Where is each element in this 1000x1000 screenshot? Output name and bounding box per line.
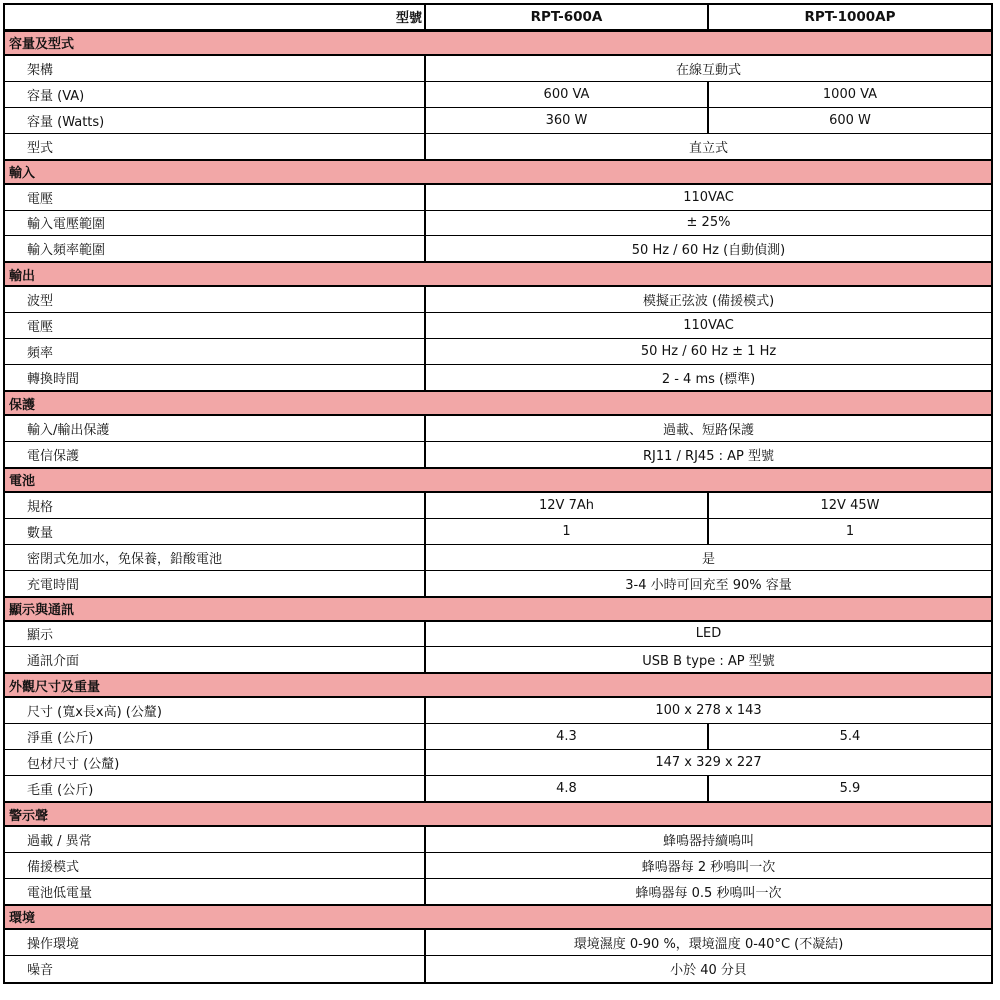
- section-title: 警示聲: [9, 808, 49, 824]
- spec-label: 輸入電壓範圍: [5, 211, 426, 236]
- section-title: 輸出: [9, 268, 36, 284]
- spec-row: [5, 108, 991, 134]
- spec-value-shared: 147 x 329 x 227: [655, 755, 762, 771]
- spec-row: [5, 853, 991, 879]
- spec-row: [5, 956, 991, 982]
- spec-row: [5, 236, 991, 262]
- spec-row: [5, 493, 991, 519]
- section-header: [5, 904, 991, 930]
- section-title: 保護: [9, 397, 36, 413]
- spec-value-shared: 110VAC: [683, 318, 734, 334]
- spec-row: [5, 545, 991, 571]
- spec-label: 波型: [5, 287, 426, 312]
- spec-label: 容量 (Watts): [5, 108, 426, 133]
- spec-value-shared: RJ11 / RJ45 : AP 型號: [643, 448, 774, 464]
- section-header: [5, 801, 991, 827]
- spec-row: [5, 287, 991, 313]
- spec-value-shared: USB B type : AP 型號: [642, 654, 775, 670]
- spec-value-shared: 直立式: [688, 140, 728, 156]
- spec-row: [5, 134, 991, 160]
- section-header: [5, 467, 991, 493]
- section-title: 顯示與通訊: [9, 603, 75, 619]
- spec-row: [5, 185, 991, 211]
- section-header: [5, 30, 991, 56]
- spec-value-shared: 蜂鳴器每 2 秒鳴叫一次: [641, 859, 776, 875]
- spec-label: 規格: [5, 493, 426, 518]
- section-title: 電池: [9, 474, 36, 490]
- spec-label: 型式: [5, 134, 426, 159]
- spec-value-shared: 是: [701, 551, 715, 567]
- spec-value-shared: 模擬正弦波 (備援模式): [642, 294, 775, 310]
- spec-label: 電信保護: [5, 442, 426, 467]
- spec-table: [3, 3, 993, 984]
- spec-value-rpt-600a: 12V 7Ah: [426, 493, 709, 518]
- spec-value-shared: 蜂鳴器每 0.5 秒鳴叫一次: [635, 885, 782, 901]
- spec-value-shared: 110VAC: [683, 189, 734, 205]
- spec-label: 數量: [5, 519, 426, 544]
- spec-label: 噪音: [5, 956, 426, 982]
- spec-row: [5, 56, 991, 82]
- spec-row: [5, 82, 991, 108]
- spec-label: 容量 (VA): [5, 82, 426, 107]
- spec-value-rpt-1000ap: 1000 VA: [822, 86, 878, 102]
- spec-value-rpt-600a: 1: [426, 519, 709, 544]
- spec-value-shared: 蜂鳴器持續鳴叫: [662, 833, 754, 849]
- spec-label: 充電時間: [5, 571, 426, 596]
- spec-row: [5, 930, 991, 956]
- spec-value-rpt-600a: 360 W: [426, 108, 709, 133]
- spec-value-rpt-1000ap: 1: [845, 523, 855, 539]
- spec-label: 顯示: [5, 622, 426, 647]
- spec-row: [5, 622, 991, 648]
- spec-row: [5, 647, 991, 673]
- model-header-label: 型號: [5, 5, 426, 29]
- spec-row: [5, 879, 991, 905]
- spec-label: 過載 / 異常: [5, 827, 426, 852]
- model-header-rpt-1000ap: RPT-1000AP: [804, 8, 896, 25]
- section-header: [5, 672, 991, 698]
- spec-label: 備援模式: [5, 853, 426, 878]
- spec-value-rpt-600a: 4.3: [426, 724, 709, 749]
- spec-label: 通訊介面: [5, 647, 426, 672]
- section-header: [5, 159, 991, 185]
- spec-value-shared: 在線互動式: [675, 62, 741, 78]
- spec-value-rpt-1000ap: 12V 45W: [820, 497, 880, 513]
- spec-row: [5, 211, 991, 237]
- spec-row: [5, 365, 991, 391]
- header-row: [5, 5, 991, 31]
- section-header: [5, 261, 991, 287]
- model-header-rpt-600a: RPT-600A: [426, 5, 709, 29]
- section-title: 容量及型式: [9, 37, 75, 53]
- spec-label: 包材尺寸 (公釐): [5, 750, 426, 775]
- spec-label: 電池低電量: [5, 879, 426, 904]
- spec-row: [5, 519, 991, 545]
- section-header: [5, 596, 991, 622]
- spec-label: 輸入/輸出保護: [5, 416, 426, 441]
- spec-value-shared: ± 25%: [686, 215, 731, 231]
- spec-value-rpt-1000ap: 600 W: [829, 112, 871, 128]
- section-title: 外觀尺寸及重量: [9, 679, 101, 695]
- spec-value-shared: LED: [695, 626, 722, 642]
- spec-row: [5, 313, 991, 339]
- spec-label: 密閉式免加水，免保養，鉛酸電池: [5, 545, 426, 570]
- spec-label: 頻率: [5, 339, 426, 364]
- spec-label: 電壓: [5, 185, 426, 210]
- spec-row: [5, 416, 991, 442]
- spec-label: 架構: [5, 56, 426, 81]
- spec-label: 淨重 (公斤): [5, 724, 426, 749]
- spec-value-rpt-600a: 4.8: [426, 776, 709, 801]
- spec-label: 輸入頻率範圍: [5, 236, 426, 261]
- spec-row: [5, 698, 991, 724]
- spec-row: [5, 571, 991, 597]
- spec-row: [5, 339, 991, 365]
- spec-value-shared: 100 x 278 x 143: [655, 703, 762, 719]
- spec-value-shared: 50 Hz / 60 Hz (自動偵測): [631, 243, 786, 259]
- spec-label: 毛重 (公斤): [5, 776, 426, 801]
- spec-value-rpt-600a: 600 VA: [426, 82, 709, 107]
- spec-row: [5, 776, 991, 802]
- spec-label: 電壓: [5, 313, 426, 338]
- spec-row: [5, 724, 991, 750]
- section-title: 輸入: [9, 166, 36, 182]
- spec-value-shared: 50 Hz / 60 Hz ± 1 Hz: [640, 344, 777, 360]
- spec-label: 轉換時間: [5, 365, 426, 390]
- spec-label: 操作環境: [5, 930, 426, 955]
- spec-row: [5, 750, 991, 776]
- spec-value-shared: 2 - 4 ms (標準): [661, 372, 756, 388]
- spec-row: [5, 827, 991, 853]
- section-title: 環境: [9, 911, 36, 927]
- spec-value-shared: 環境濕度 0-90 %，環境溫度 0-40°C (不凝結): [573, 936, 844, 952]
- spec-value-shared: 3-4 小時可回充至 90% 容量: [625, 577, 792, 593]
- section-header: [5, 390, 991, 416]
- spec-value-rpt-1000ap: 5.4: [839, 729, 861, 745]
- spec-value-shared: 小於 40 分貝: [670, 963, 747, 979]
- spec-row: [5, 442, 991, 468]
- spec-value-rpt-1000ap: 5.9: [839, 781, 861, 797]
- spec-value-shared: 過載、短路保護: [662, 422, 754, 438]
- spec-label: 尺寸 (寬x長x高) (公釐): [5, 698, 426, 723]
